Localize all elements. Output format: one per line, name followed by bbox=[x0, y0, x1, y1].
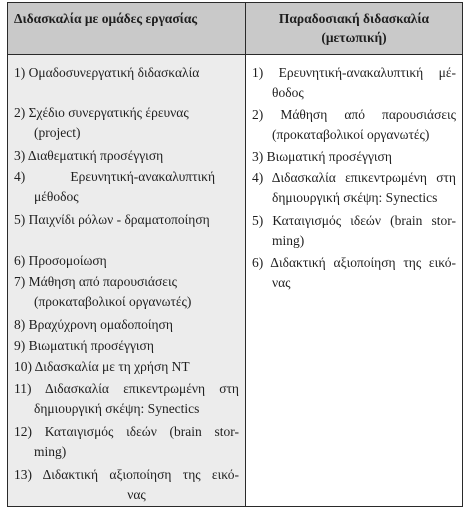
header-group-teaching bbox=[8, 3, 245, 54]
column-divider bbox=[245, 3, 246, 506]
left-item-11-cont: δημιουργική σκέψη: Synectics bbox=[34, 401, 200, 416]
right-item-2: 2) Μάθηση από παρουσιάσεις bbox=[252, 107, 456, 122]
left-item-2: 2) Σχέδιο συνεργατικής έρευνας (project) bbox=[14, 105, 189, 140]
comparison-table bbox=[7, 2, 463, 507]
left-item-8: 8) Βραχύχρονη ομαδοποίηση bbox=[14, 317, 173, 332]
header-traditional-line2: (μετωπική) bbox=[321, 30, 387, 45]
left-item-5: 5) Παιχνίδι ρόλων - δραματοποίηση bbox=[14, 212, 210, 227]
left-item-11: 11) Διδασκαλία επικεντρωμένη στη bbox=[14, 381, 239, 396]
left-item-7: 7) Μάθηση από παρουσιάσεις (προκαταβολικοί οργανωτές) bbox=[14, 274, 192, 309]
right-item-5-cont: ming) bbox=[272, 233, 305, 248]
header-traditional-teaching bbox=[246, 3, 462, 54]
right-item-5: 5) Καταιγισμός ιδεών (brain stor- bbox=[252, 213, 456, 228]
header-group-teaching-label: Διδασκαλία με ομάδες εργασίας bbox=[14, 11, 198, 26]
right-column-body bbox=[246, 55, 462, 506]
left-item-4-cont: μέθοδος bbox=[34, 189, 79, 204]
left-item-1: 1) Ομαδοσυνεργατική διδασκαλία bbox=[14, 65, 200, 80]
left-item-12: 12) Καταιγισμός ιδεών (brain stor- bbox=[14, 424, 239, 439]
right-item-2-cont: (προκαταβολικοί οργανωτές) bbox=[272, 127, 430, 142]
right-item-6: 6) Διδακτική αξιοποίηση της εικό- bbox=[252, 255, 456, 270]
left-item-13-cont: νας bbox=[127, 487, 146, 502]
left-column-body bbox=[8, 55, 245, 506]
right-item-3: 3) Βιωματική προσέγγιση bbox=[252, 149, 392, 164]
left-item-12-cont: ming) bbox=[34, 444, 67, 459]
left-item-6: 6) Προσομοίωση bbox=[14, 253, 107, 268]
left-item-3: 3) Διαθεματική προσέγγιση bbox=[14, 148, 164, 163]
left-item-9: 9) Βιωματική προσέγγιση bbox=[14, 338, 154, 353]
right-item-4-cont: δημιουργική σκέψη: Synectics bbox=[272, 190, 438, 205]
right-item-1: 1) Ερευνητική-ανακαλυπτική μέ- bbox=[252, 65, 456, 80]
left-item-13: 13) Διδακτική αξιοποίηση της εικό- bbox=[14, 467, 239, 482]
left-item-10: 10) Διδασκαλία με τη χρήση ΝΤ bbox=[14, 359, 190, 374]
header-traditional-line1: Παραδοσιακή διδασκαλία bbox=[278, 11, 430, 26]
right-item-4: 4) Διδασκαλία επικεντρωμένη στη bbox=[252, 170, 456, 185]
left-item-4: 4) Ερευνητική-ανακαλυπτική bbox=[14, 169, 215, 184]
right-item-1-cont: θοδος bbox=[272, 85, 304, 100]
right-item-6-cont: νας bbox=[272, 275, 291, 290]
